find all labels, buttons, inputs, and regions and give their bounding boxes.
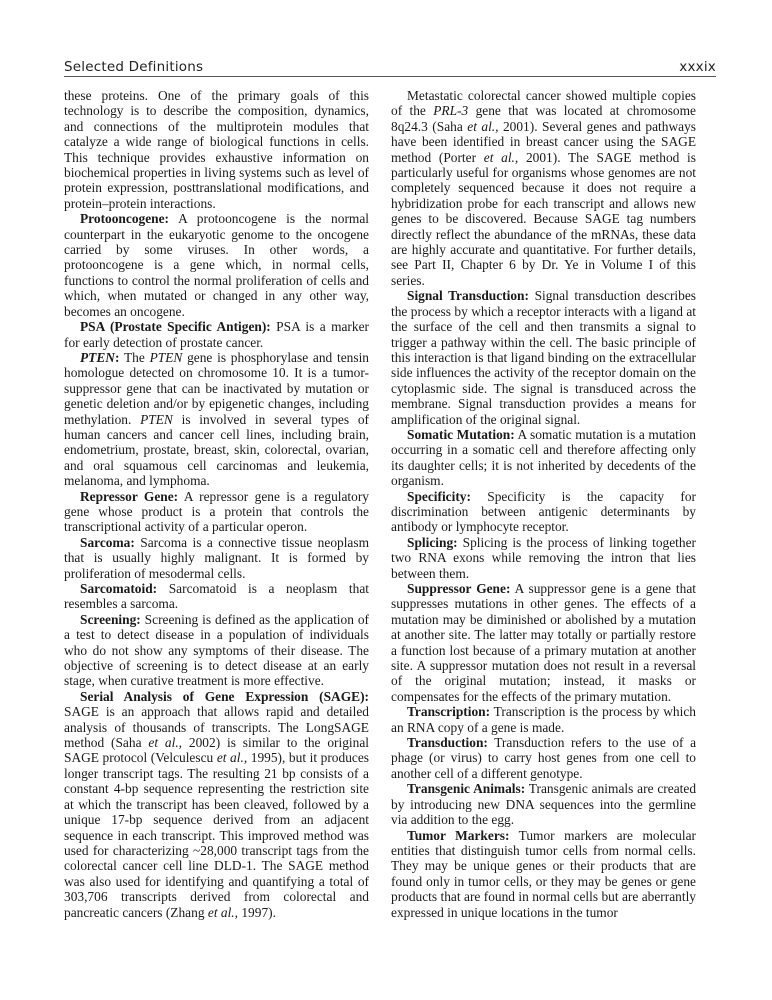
section-title: Selected Definitions — [64, 59, 204, 75]
definition-text: The — [123, 349, 145, 365]
definition-screening — [64, 612, 369, 689]
definition-text: 1997). — [241, 904, 276, 920]
definition-repressor-gene — [64, 489, 369, 535]
definition-somatic-mutation — [391, 427, 696, 489]
right-column — [391, 88, 696, 920]
term-heading: Transgenic Animals: — [407, 781, 526, 797]
definition-text: SAGE is an approach that allows rapid and detailed analysis of thousands of transcripts. The LongSAGE method (Saha — [64, 704, 369, 751]
term-heading: Tumor Markers: — [407, 827, 510, 843]
gene-name: PTEN — [149, 349, 183, 365]
definition-text: A somatic mutation is a mutation occurring in a somatic cell and therefore affecting only its daughter cells; it is not inherited by decedents of the organism. — [391, 426, 696, 489]
term-heading: Suppressor Gene: — [407, 581, 511, 596]
term-heading: Signal Transduction: — [407, 288, 529, 304]
definition-text: 2001). Several genes and pathways have been identified in breast cancer using the SAGE method (Porter — [391, 118, 696, 165]
definition-text: is involved in several types of human cancers and cancer cell lines, including brain, endometrium, prostate, breast, skin, colorectal, ovarian, and oral squamous cell carcinomas and leukemia, melanoma, and lymphoma. — [64, 411, 369, 489]
term-heading: Protooncogene: — [80, 211, 170, 227]
gene-name: PRL-3 — [433, 103, 469, 119]
definition-transcription — [391, 704, 696, 735]
citation-et-al: et al., — [148, 735, 183, 751]
definition-text: PSA is a marker for early detection of prostate cancer. — [64, 319, 369, 350]
definition-text: Screening is defined as the application of a test to detect disease in a population of individuals who do not show any symptoms of their disease. The objective of screening is to detect disease at an early stage, when curative treatment is more effective. — [64, 611, 369, 689]
definition-pten — [64, 350, 369, 489]
term-heading: PSA (Prostate Specific Antigen): — [80, 319, 271, 335]
definition-text: Sarcomatoid is a neoplasm that resembles a sarcoma. — [64, 581, 369, 612]
definition-text: Tumor markers are molecular entities that distinguish tumor cells from normal cells. They may be unique genes or their products that are found only in tumor cells, or they may be genes or gene products that are found in normal cells but are aberrantly expressed in unique locations in the tumor — [391, 827, 696, 920]
definition-text: Specificity is the capacity for discrimination between antigenic determinants by antibody or lymphocyte receptor. — [391, 488, 696, 535]
definition-text: gene is phosphorylase and tensin homologue detected on chromosome 10. It is a tumor-suppressor gene that can be inactivated by mutation or genetic deletion and/or by epigenetic changes, including methylation. — [64, 349, 369, 427]
citation-et-al: et al., — [467, 118, 499, 134]
definition-suppressor-gene — [391, 581, 696, 704]
definition-text: A repressor gene is a regulatory gene whose product is a protein that controls the transcriptional activity of a particular operon. — [64, 488, 369, 535]
header-rule — [64, 76, 716, 77]
definition-text: gene that was located at chromosome 8q24.3 (Saha — [391, 103, 696, 134]
sage-continuation — [391, 88, 696, 288]
term-heading: Sarcomatoid: — [80, 581, 158, 596]
definition-transgenic-animals — [391, 781, 696, 827]
left-column — [64, 88, 369, 920]
term-heading: Transduction: — [407, 735, 488, 751]
term-heading: Sarcoma: — [80, 534, 135, 550]
gene-name: PTEN — [140, 411, 173, 427]
definition-text: Transduction refers to the use of a phage (or virus) to carry host genes from one cell to another cell of a different genotype. — [391, 735, 697, 781]
definition-text: 2002) is similar to the original SAGE protocol (Velculescu — [64, 735, 369, 766]
definition-text: 1995), but it produces longer transcript tags. The resulting 21 bp consists of a constant 4-bp sequence representing the restriction site at which the transcript has been cleaved, followed by a unique 17-bp sequence derived from an adjacent sequence in each transcript. This improved method was used for characterizing ~28,000 transcript tags from the colorectal cancer cell line DLD-1. The SAGE method was also used for identifying and quantifying a total of 303,706 transcripts derived from colorectal and pancreatic cancers (Zhang — [64, 750, 369, 920]
definition-sarcoma — [64, 535, 369, 581]
definition-transduction — [391, 735, 696, 781]
citation-et-al: et al., — [483, 149, 519, 165]
term-heading: Splicing: — [407, 534, 458, 550]
citation-et-al: et al., — [207, 904, 238, 920]
term-heading: Repressor Gene: — [80, 488, 179, 504]
term-heading: PTEN — [80, 349, 115, 365]
definition-signal-transduction — [391, 288, 696, 427]
term-heading: Transcription: — [407, 704, 491, 720]
term-heading: Serial Analysis of Gene Expression (SAGE): — [80, 688, 369, 704]
running-header — [64, 56, 716, 78]
term-colon: : — [114, 349, 120, 365]
citation-et-al: et al., — [216, 750, 248, 766]
definition-text: 2001). The SAGE method is particularly useful for organisms whose genomes are not completely sequenced because it does not require a hybridization probe for each transcript and allows new genes to be discovered. Because SAGE tag numbers directly reflect the abundance of the mRNAs, these data are highly accurate and quantitative. For further details, see Part II, Chapter 6 by Dr. Ye in Volume I of this series. — [391, 149, 696, 288]
definition-text: Signal transduction describes the process by which a receptor interacts with a ligand at the surface of the cell and then transmits a signal to trigger a pathway within the cell. The basic principle of this interaction is that ligand binding on the extracellular side influences the activity of the receptor domain on the cytoplasmic side. The signal is transduced across the membrane. Signal transduction provides a means for amplification of the original signal. — [391, 288, 697, 427]
page-number: xxxix — [679, 59, 716, 75]
term-heading: Somatic Mutation: — [407, 426, 515, 442]
definition-text: A suppressor gene is a gene that suppresses mutations in other genes. The effects of a mutation may be diminished or abolished by a mutation at another site. The latter may totally or partially restore a function lost because of a primary mutation at another site. A suppressor mutation does not result in a reversal of the original mutation; instead, it masks or compensates for the effects of the primary mutation. — [391, 581, 697, 704]
definition-text: Transcription is the process by which an RNA copy of a gene is made. — [391, 704, 696, 735]
term-heading: Screening: — [80, 611, 141, 627]
definition-protooncogene — [64, 211, 369, 319]
term-heading: Specificity: — [407, 488, 471, 504]
definition-specificity — [391, 489, 696, 535]
definition-sage — [64, 689, 369, 920]
definition-splicing — [391, 535, 696, 581]
continuation-paragraph: these proteins. One of the primary goals of this technology is to describe the composition, dynamics, and connections of the multiprotein modules that catalyze a wide range of biological functions in cells. This technique provides exhaustive information on biochemical properties in living systems such as level of protein expression, posttranslational modifications, and protein–protein interactions. — [64, 88, 369, 211]
definition-psa — [64, 319, 369, 350]
definition-text: Splicing is the process of linking together two RNA exons while removing the intron that lies between them. — [391, 534, 696, 581]
definition-text: Sarcoma is a connective tissue neoplasm that is usually highly malignant. It is formed by proliferation of mesodermal cells. — [64, 534, 369, 581]
definition-sarcomatoid — [64, 581, 369, 612]
definition-text: Metastatic colorectal cancer showed multiple copies of the — [391, 88, 696, 119]
definition-tumor-markers — [391, 828, 696, 920]
definition-text: A protooncogene is the normal counterpart in the eukaryotic genome to the oncogene carried by some viruses. In other words, a protooncogene is a gene which, in normal cells, functions to control the normal proliferation of cells and which, when mutated or changed in any other way, becomes an oncogene. — [64, 211, 369, 319]
definition-text: Transgenic animals are created by introducing new DNA sequences into the germline via addition to the egg. — [391, 781, 697, 828]
